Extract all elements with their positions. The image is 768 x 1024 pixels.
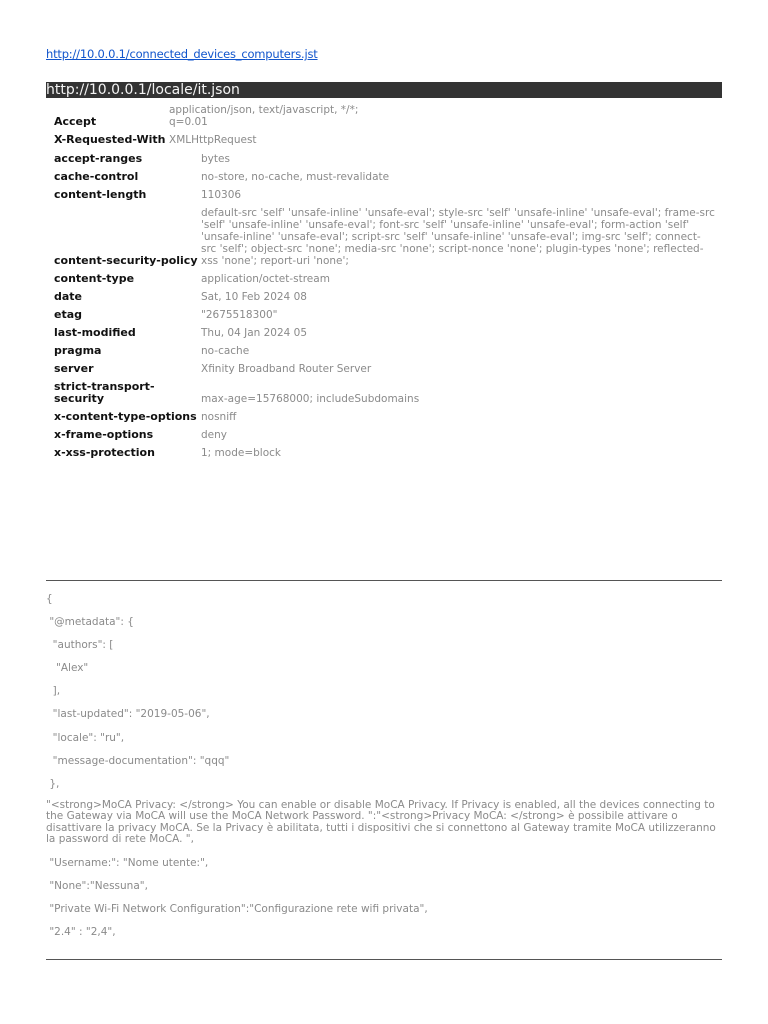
json-line: "locale": "ru", — [46, 731, 125, 744]
response-header-row — [46, 324, 722, 342]
headers-table — [46, 101, 722, 462]
response-header-row — [46, 150, 722, 168]
header-name: content-type — [54, 271, 135, 285]
header-name: Accept — [54, 114, 97, 128]
json-line: "@metadata": { — [46, 616, 134, 629]
header-value: application/octet-stream — [201, 272, 330, 285]
json-line: "Username:": "Nome utente:", — [46, 856, 209, 869]
header-name: content-length — [54, 187, 147, 201]
response-header-row — [46, 306, 722, 324]
header-value: bytes — [201, 152, 230, 165]
header-value: XMLHttpRequest — [169, 134, 257, 146]
json-line: { — [46, 593, 53, 605]
json-line: "2.4" : "2,4", — [46, 926, 116, 939]
header-name: X-Requested-With — [54, 133, 166, 146]
header-value: default-src 'self' 'unsafe-inline' 'unsafe-eval'; style-src 'self' 'unsafe-inline' 'unsafe-eval'; frame-src 'self' 'unsafe-inline' 'unsafe-eval'; font-src 'self' 'unsafe-inline' 'unsafe-eval'; form-action 'self' 'unsafe-inline' 'unsafe-eval'; script-src 'self' 'unsafe-inline' 'unsafe-eval'; img-src 'self'; connect-src 'self'; object-src 'none'; media-src 'none'; script-nonce 'none'; plugin-types 'none'; reflected-xss 'none'; report-uri 'none'; — [201, 206, 715, 267]
response-header-row — [46, 342, 722, 360]
header-value: "2675518300" — [201, 308, 278, 321]
response-body — [46, 592, 722, 948]
json-line: "Private Wi-Fi Network Configuration":"Configurazione rete wifi privata", — [46, 903, 428, 916]
response-header-row — [46, 378, 722, 408]
request-header-row — [46, 101, 722, 132]
response-header-row — [46, 168, 722, 186]
header-name: x-xss-protection — [54, 445, 155, 459]
response-header-row — [46, 186, 722, 204]
connected-devices-link[interactable]: http://10.0.0.1/connected_devices_computers.jst — [46, 47, 318, 61]
json-line: "message-documentation": "qqq" — [46, 754, 230, 767]
request-header-row — [46, 132, 722, 151]
response-header-row — [46, 270, 722, 288]
request-url-bar: http://10.0.0.1/locale/it.json — [46, 82, 722, 98]
header-value: Sat, 10 Feb 2024 08 — [201, 290, 307, 303]
header-name: content-security-policy — [54, 253, 198, 267]
header-name: accept-ranges — [54, 151, 143, 165]
header-value: no-store, no-cache, must-revalidate — [201, 170, 390, 183]
header-value: no-cache — [201, 344, 250, 357]
response-header-row — [46, 288, 722, 306]
body-divider — [46, 959, 722, 960]
header-name: x-frame-options — [54, 427, 154, 441]
header-name: last-modified — [54, 325, 136, 339]
header-value: 1; mode=block — [201, 446, 281, 459]
header-name: date — [54, 289, 83, 303]
header-value: application/json, text/javascript, */*; q=0.01 — [169, 103, 359, 128]
header-value: Thu, 04 Jan 2024 05 — [201, 326, 308, 339]
json-paragraph: "<strong>MoCA Privacy: </strong> You can enable or disable MoCA Privacy. If Privacy is enabled, all the devices connecting to the Gateway via MoCA will use the MoCA Network Password. ":"<strong>Privacy MoCA: </strong> è possibile attivare o disattivare la privacy MoCA. Se la Privacy è abilitata, tutti i dispositivi che si connettono al Gateway tramite MoCA utilizzeranno la password di rete MoCA. ", — [46, 798, 716, 846]
json-line: "authors": [ — [46, 639, 114, 652]
response-header-row — [46, 444, 722, 462]
header-value: deny — [201, 428, 227, 441]
header-name: etag — [54, 307, 83, 321]
header-name: server — [54, 361, 94, 375]
json-line: "None":"Nessuna", — [46, 879, 148, 892]
header-name: pragma — [54, 343, 102, 357]
headers-divider — [46, 580, 722, 581]
header-name: x-content-type-options — [54, 409, 197, 423]
header-name: strict-transport-security — [54, 379, 155, 405]
json-line: ], — [46, 685, 61, 698]
header-value: Xfinity Broadband Router Server — [201, 362, 372, 375]
response-header-row — [46, 408, 722, 426]
json-line: "Alex" — [46, 662, 89, 675]
response-header-row — [46, 360, 722, 378]
header-value: nosniff — [201, 410, 237, 423]
json-line: }, — [46, 777, 60, 790]
header-name: cache-control — [54, 169, 139, 183]
response-header-row — [46, 204, 722, 270]
header-value: 110306 — [201, 188, 242, 201]
response-header-row — [46, 426, 722, 444]
json-line: "last-updated": "2019-05-06", — [46, 708, 210, 721]
header-value: max-age=15768000; includeSubdomains — [201, 392, 420, 405]
